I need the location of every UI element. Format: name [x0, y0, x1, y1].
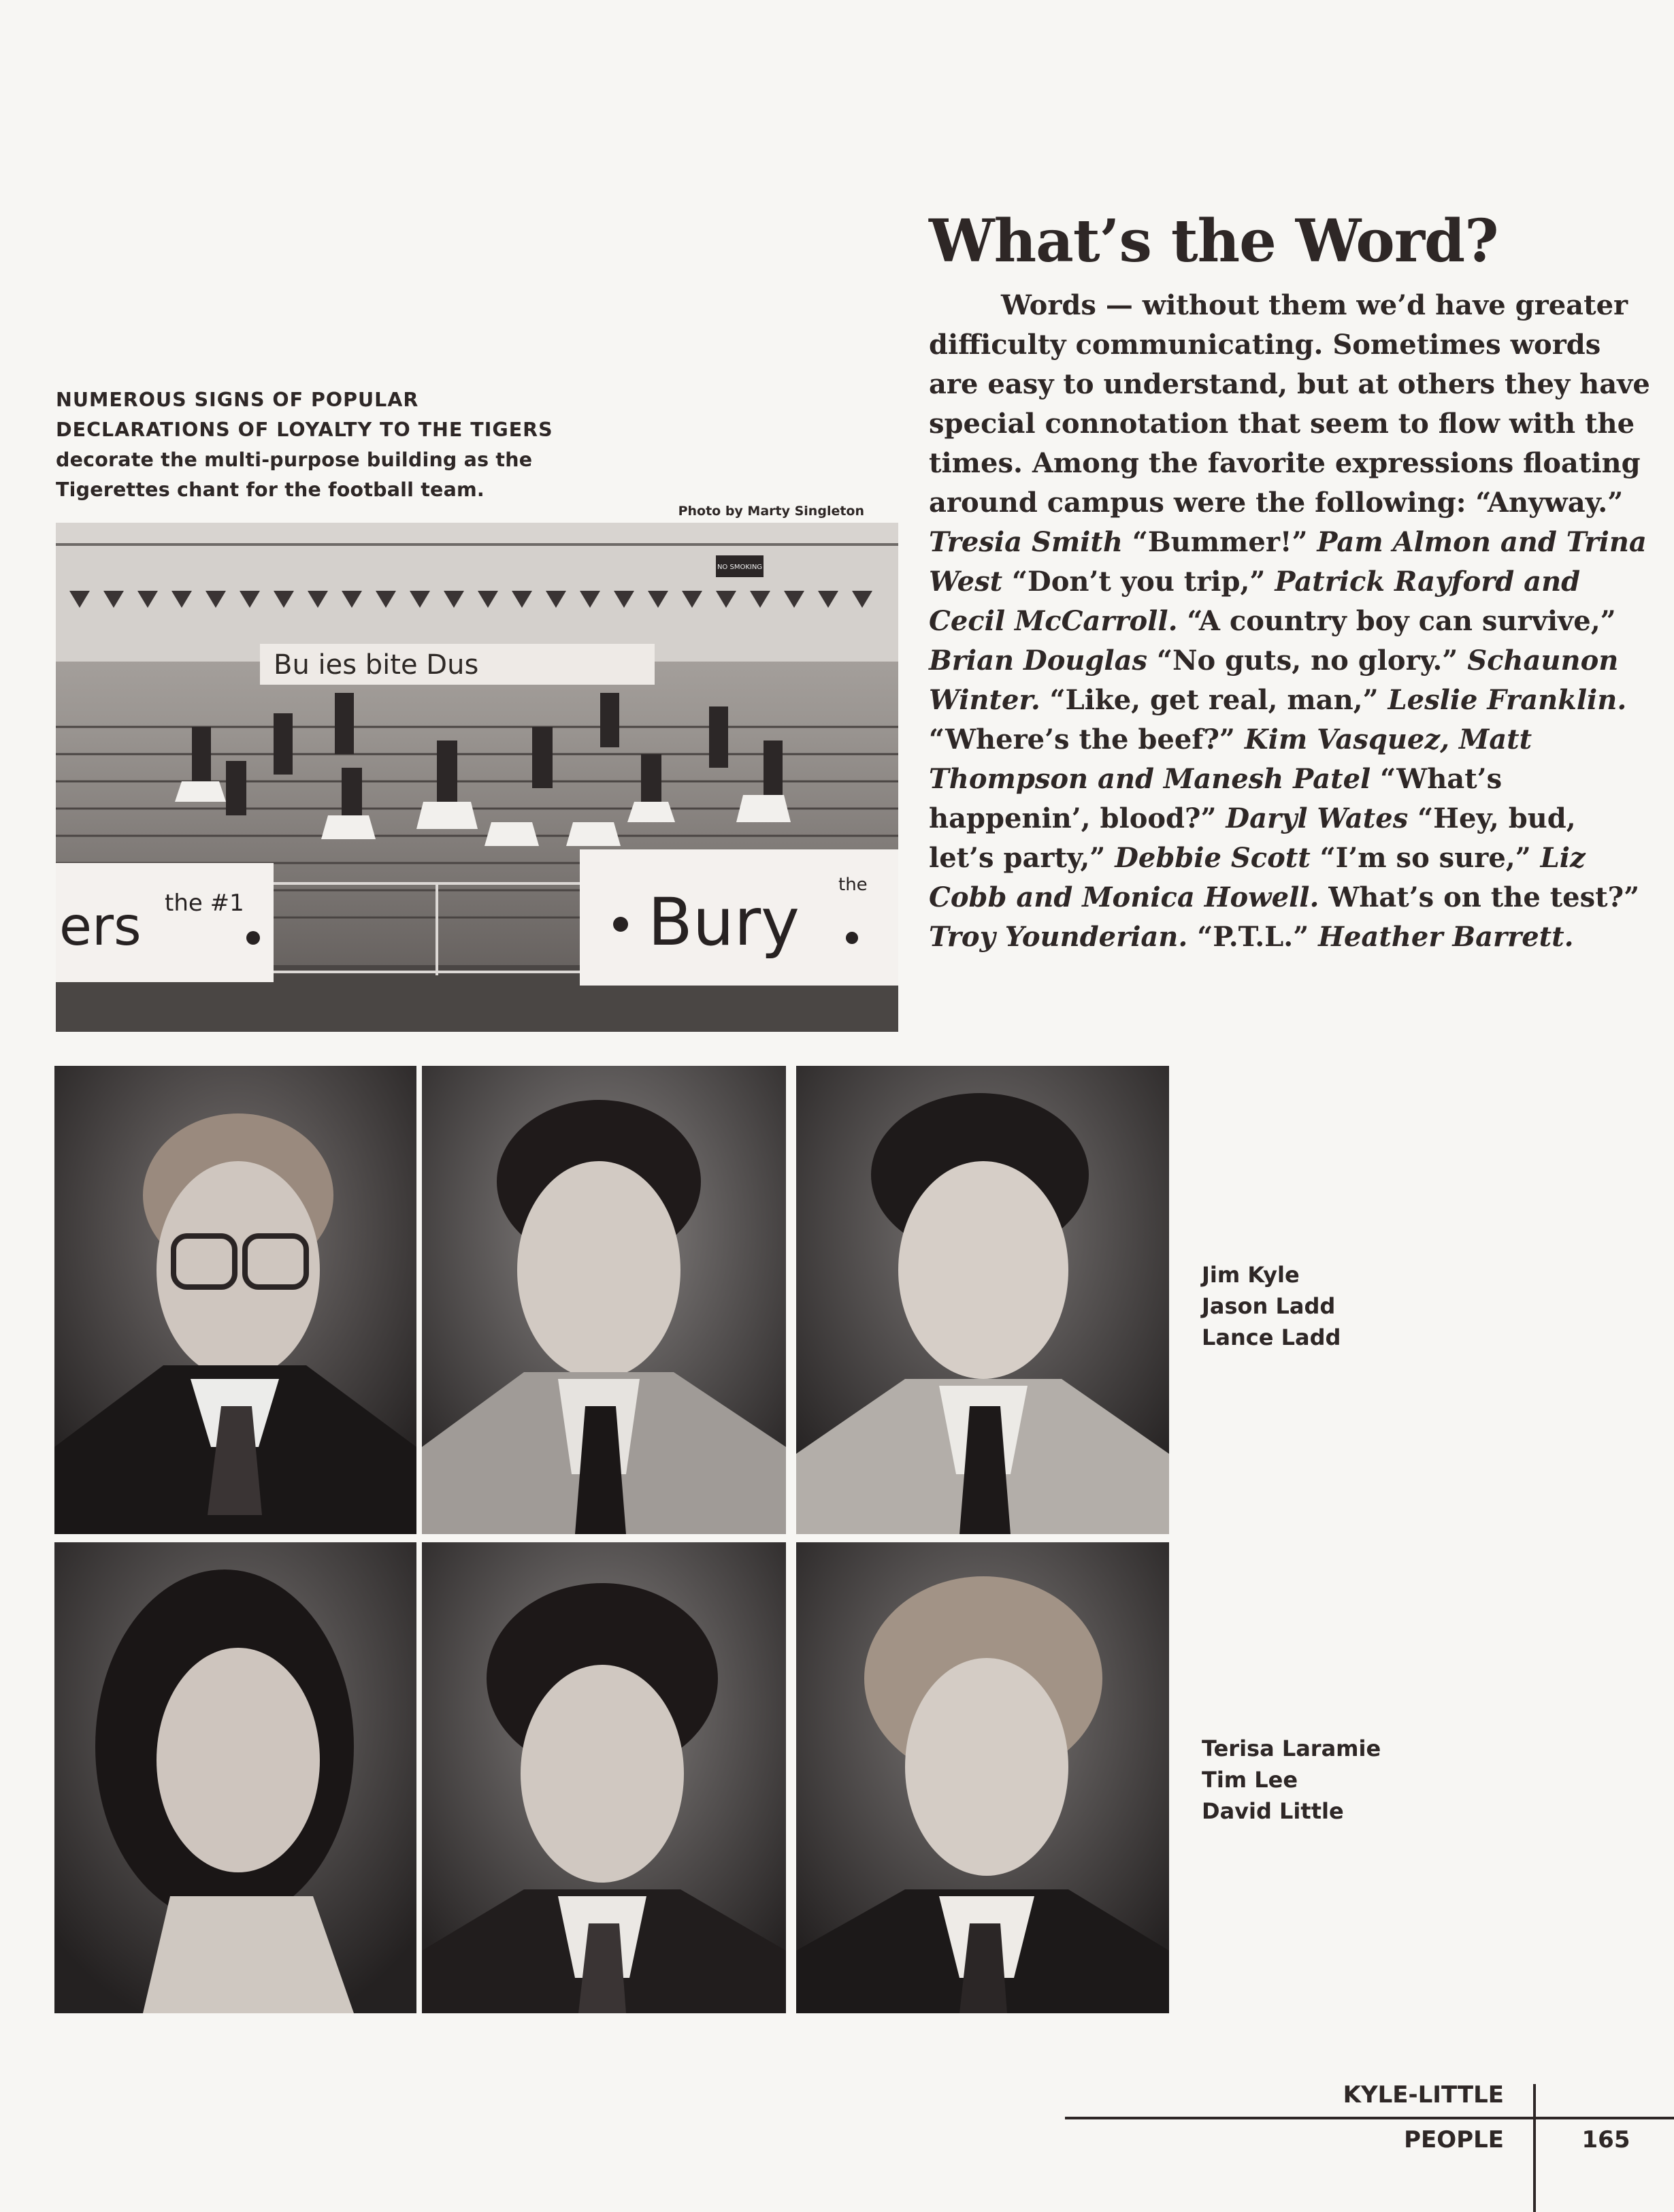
footer-section-label: KYLE-LITTLE	[1343, 2081, 1504, 2109]
right-sign-text: Bury	[648, 884, 800, 960]
names-row-2	[1202, 1733, 1381, 1827]
portrait-tim-lee	[422, 1542, 786, 2013]
story-headline: What’s the Word?	[929, 207, 1498, 276]
left-sign-text: ers	[59, 896, 142, 958]
story-attribution: Patrick Rayford and Cecil McCarroll.	[929, 566, 1581, 637]
story-quote: “P.T.L.”	[1187, 921, 1319, 953]
story-quote: “Where’s the beef?”	[929, 723, 1245, 755]
story-attribution: Leslie Franklin.	[1388, 684, 1627, 716]
story-attribution: Heather Barrett.	[1318, 921, 1574, 953]
story-quote: What’s on the test?”	[1319, 881, 1640, 913]
story-quote: “Like, get real, man,”	[1040, 684, 1388, 716]
story-attribution: Daryl Wates	[1226, 802, 1409, 834]
name-jason-ladd: Jason Ladd	[1202, 1293, 1336, 1319]
story-quote: Words — without them we’d have greater difficulty communicating. Sometimes words are easy to understand, but at others they have special connotation that seem to flow with the times. Among the favorite expressions floating around campus were the following: “Anyway.”	[929, 289, 1650, 519]
name-terisa-laramie: Terisa Laramie	[1202, 1736, 1381, 1761]
name-jim-kyle: Jim Kyle	[1202, 1262, 1300, 1288]
photo-credit: Photo by Marty Singleton	[678, 504, 864, 519]
story-attribution: Troy Younderian.	[929, 921, 1188, 953]
name-david-little: David Little	[1202, 1798, 1344, 1824]
portrait-jim-kyle	[54, 1066, 416, 1534]
story-attribution: Brian Douglas	[929, 645, 1148, 677]
story-quote: “Bummer!”	[1122, 526, 1317, 558]
story-body	[929, 286, 1650, 957]
page-number: 165	[1581, 2126, 1630, 2153]
names-row-1	[1202, 1259, 1341, 1353]
name-lance-ladd: Lance Ladd	[1202, 1324, 1341, 1350]
left-sign-subtext: the #1	[165, 890, 244, 917]
caption-text: decorate the multi-purpose building as the Tigerettes chant for the football team.	[56, 449, 533, 501]
portrait-jason-ladd	[422, 1066, 786, 1534]
portrait-david-little	[796, 1542, 1169, 2013]
portrait-terisa-laramie	[54, 1542, 416, 2013]
story-quote: “Hey, bud, let’s party,”	[929, 802, 1576, 874]
no-smoking-text: NO SMOKING	[717, 564, 763, 571]
photo-caption	[56, 385, 593, 505]
story-attribution: Schaunon Winter.	[929, 645, 1619, 716]
footer-category-label: PEOPLE	[1404, 2126, 1504, 2153]
story-quote: “Don’t you trip,”	[1002, 566, 1275, 598]
name-tim-lee: Tim Lee	[1202, 1767, 1298, 1793]
gym-photo	[56, 523, 898, 1032]
story-attribution: Tresia Smith	[929, 526, 1123, 558]
story-quote: “I’m so sure,”	[1310, 842, 1541, 874]
footer-divider	[1533, 2084, 1536, 2212]
story-quote: “What’s happenin’, blood?”	[929, 763, 1503, 834]
story-attribution: Kim Vasquez, Matt Thompson and Manesh Patel	[929, 723, 1532, 795]
story-quote: “A country boy can survive,”	[1177, 605, 1616, 637]
portrait-lance-ladd	[796, 1066, 1169, 1534]
story-attribution: Liz Cobb and Monica Howell.	[929, 842, 1586, 913]
story-attribution: Pam Almon and Trina West	[929, 526, 1647, 598]
dust-banner-text: Bu ies bite Dus	[274, 649, 479, 681]
caption-lead: NUMEROUS SIGNS OF POPULAR DECLARATIONS OF LOYALTY TO THE TIGERS	[56, 389, 553, 441]
story-quote: “No guts, no glory.”	[1147, 645, 1468, 677]
story-attribution: Debbie Scott	[1115, 842, 1311, 874]
right-sign-subtext: the	[838, 875, 868, 895]
footer-rule	[1065, 2117, 1674, 2119]
